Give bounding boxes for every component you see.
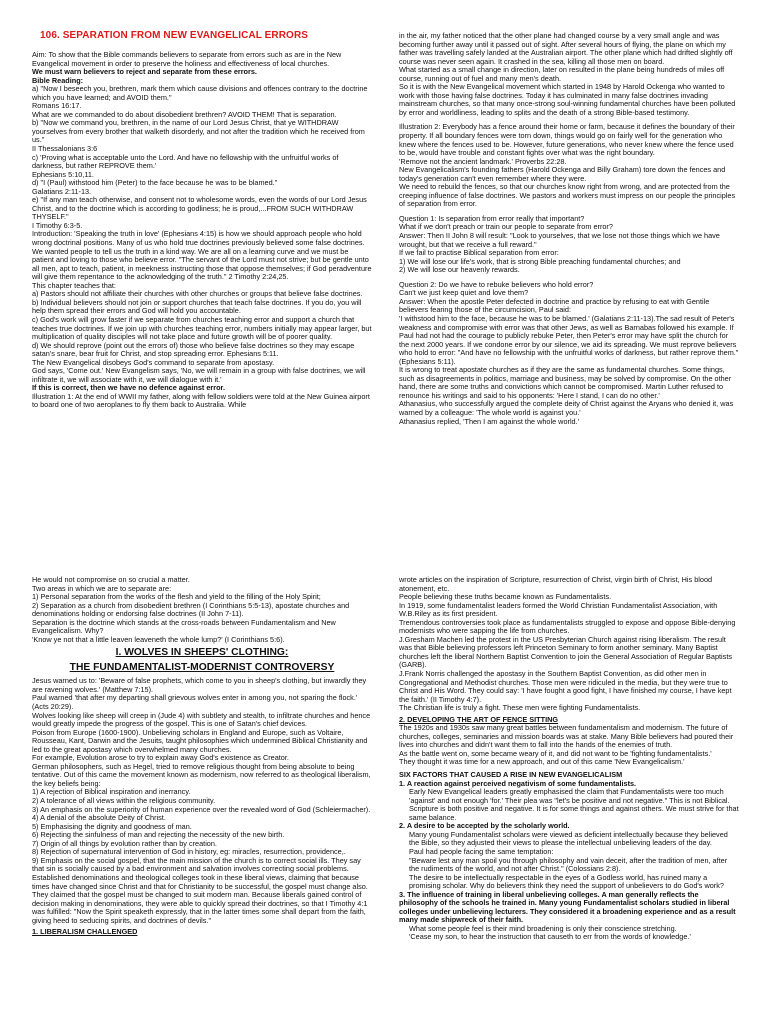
belief-item: 6) Rejecting the sinfulness of man and rejecting the necessity of the new birth. bbox=[32, 830, 285, 840]
body-paragraph: 2) We will lose our heavenly rewards. bbox=[399, 265, 520, 275]
body-paragraph: Ephesians 5:10,11. bbox=[32, 169, 94, 179]
body-paragraph: We need to rebuild the fences, so that our churches know right from wrong, and are protected from the creeping influence of false doctrines. We pastors and workers must impress on our people the principles of separation from error. bbox=[399, 182, 736, 209]
factor-item: 3. The influence of training in liberal unbelieving colleges. A man generally reflects the philosophy of the schools he trained in. Many young Fundamentalist scholars studied in liberal colleges under unbelieving lecturers. They considered it a broadening experience and as a result many made shipwreck of their faith. bbox=[399, 889, 736, 925]
belief-item: 5) Emphasising the dignity and goodness of man. bbox=[32, 821, 192, 831]
factor-item: Paul had people facing the same temptation: bbox=[409, 846, 554, 856]
body-paragraph: We must warn believers to reject and separate from these errors. bbox=[32, 67, 257, 77]
body-paragraph: Galatians 2:11-13. bbox=[32, 186, 92, 196]
factor-item: The desire to be intellectually respectable in the eyes of a Godless world, has ruined many a promising scholar. Why do believers think they need the support of unbelievers to do God's work? bbox=[409, 872, 724, 891]
belief-item: 2) A tolerance of all views within the religious community. bbox=[32, 796, 216, 806]
body-paragraph: a) Pastors should not affiliate their churches with other churches or groups that believe false doctrines. bbox=[32, 289, 363, 299]
factor-item: 1. A reaction against perceived negativism of some fundamentalists. bbox=[399, 778, 637, 788]
col1-paragraphs bbox=[32, 51, 372, 410]
subsection-liberalism-challenged: 1. LIBERALISM CHALLENGED bbox=[32, 927, 138, 937]
body-paragraph: J.Frank Norris challenged the apostasy in the Southern Baptist Convention, as did other men in Congregational and Methodist churches. Those men were ridiculed in the media, but they were true to Christ and His Word. They could say: 'I have fought a good fight, I have finished my course, I have kept the faith.' (II Timothy 4:7). bbox=[399, 669, 732, 704]
body-paragraph: Tremendous controversies took place as fundamentalists struggled to expose and oppose Bible-denying modernists who were sapping the life from churches. bbox=[399, 617, 736, 636]
liberalism-beliefs-list bbox=[32, 788, 372, 925]
body-paragraph: Question 2: Do we have to rebuke believers who hold error? bbox=[399, 279, 594, 289]
body-paragraph: Answer: When the apostle Peter defected in doctrine and practice by refusing to eat with Gentile believers fearing those of the circumcision, Paul said: bbox=[399, 296, 710, 315]
body-paragraph: Illustration 2: Everybody has a fence around their home or farm, because it defines the boundary of their property. If all boundary fences were torn down, things would go on fairly well for the generation who knew where the fences used to be. However, future generations, who never knew where the fence used to be, would have trouble and constant fights over what was the right boundary. bbox=[399, 122, 735, 158]
belief-item: 1) A rejection of Biblical inspiration and inerrancy. bbox=[32, 787, 191, 797]
col3-body-paragraphs bbox=[32, 677, 372, 788]
body-paragraph: It is wrong to treat apostate churches as if they are the same as fundamental churches. Some things, such as disagreements in politics, marriage and business, may be solved by compromise. On the other hand, there are some truths and convictions which cannot be compromised. Martin Luther refused to renounce his writings and said to his opponents: 'Here I stand, I can do no other.' bbox=[399, 365, 732, 400]
col4b-paragraphs bbox=[399, 724, 739, 767]
body-paragraph: This chapter teaches that: bbox=[32, 280, 116, 290]
body-paragraph: Paul warned 'that after my departing shall grievous wolves enter in among you, not sparing the flock.' (Acts 20:29). bbox=[32, 693, 358, 712]
body-paragraph: II Thessalonians 3:6 bbox=[32, 144, 98, 154]
body-paragraph: The New Evangelical disobeys God's command to separate from apostasy. bbox=[32, 357, 275, 367]
factor-item: "Beware lest any man spoil you through philosophy and vain deceit, after the tradition of men, after the rudiments of the world, and not after Christ." (Colossians 2:8). bbox=[409, 855, 728, 874]
factor-item: What some people feel is their mind broadening is only their conscience stretching. bbox=[409, 923, 677, 933]
six-factors-list bbox=[399, 780, 739, 942]
body-paragraph: 1) We will lose our life's work, that is strong Bible preaching fundamental churches; and bbox=[399, 256, 681, 266]
intro-paragraph: Two areas in which we are to separate are: bbox=[32, 583, 172, 593]
six-factors-heading: SIX FACTORS THAT CAUSED A RISE IN NEW EVANGELICALISM bbox=[399, 770, 623, 780]
column-top-left bbox=[32, 30, 372, 510]
body-paragraph: d) "I (Paul) withstood him (Peter) to the face because he was to be blamed." bbox=[32, 178, 278, 188]
factor-item: Many young Fundamentalist scholars were viewed as deficient intellectually because they believed the Bible, so they adjusted their views to please the intellectual unbelieving leaders of the day. bbox=[409, 829, 728, 848]
body-paragraph: German philosophers, such as Hegel, tried to remove religious thought from being absolute to being tentative. Out of this came the movement known as modernism, now referred to as theological liberalism, the key beliefs being: bbox=[32, 761, 371, 788]
factor-item: 'Cease my son, to hear the instruction that causeth to err from the words of knowledge.' bbox=[409, 932, 691, 942]
body-paragraph: Can't we just keep quiet and love them? bbox=[399, 288, 529, 298]
body-paragraph: The 1920s and 1930s saw many great battles between fundamentalism and modernism. The future of churches, colleges, seminaries and mission boards was at stake. Many Bible believers had poured their lives into churches and didn't want them to fall into the hands of the enemies of truth. bbox=[399, 723, 734, 750]
body-paragraph: Introduction: 'Speaking the truth in love' (Ephesians 4:15) is how we should approach people who hold wrong doctrinal positions. Many of us who hold true doctrines previously believed some false doctrines. We wanted people to tell us the truth in a kind way. We are all on a learning curve and we must be patient and loving to those who believe error. "The servant of the Lord must not strive; but be gentle unto all men, apt to teach, patient, in meekness instructing those that oppose themselves; if God peradventure will give them repentance to the acknowledging of the truth." 2 Timothy 2:24,25. bbox=[32, 229, 372, 282]
subsection-fence-sitting: 2. DEVELOPING THE ART OF FENCE SITTING bbox=[399, 714, 559, 724]
belief-item: 8) Rejection of supernatural intervention of God in history, eg: miracles, resurrection, providence,. bbox=[32, 847, 346, 857]
body-paragraph: The Christian life is truly a fight. These men were fighting Fundamentalists. bbox=[399, 703, 641, 713]
factor-item: Early New Evangelical leaders greatly emphasised the claim that Fundamentalists were too much 'against' and not enough 'for.' Their plea was "let's be positive and not negative." This is not Biblical. Scripture is both positive and negative. It is for some things and against others. We must strive for that same balance. bbox=[409, 787, 739, 822]
body-paragraph: Aim: To show that the Bible commands believers to separate from errors such as are in the New Evangelical movement in order to preserve the holiness and effectiveness of local churches. bbox=[32, 50, 342, 68]
body-paragraph: a) "Now I beseech you, brethren, mark them which cause divisions and offences contrary to the doctrine which you have learned; and AVOID them." bbox=[32, 84, 368, 102]
belief-item: 7) Origin of all things by evolution rather than by creation. bbox=[32, 838, 217, 848]
body-paragraph: d) We should reprove (point out the errors of) those who believe false doctrines so they may escape satan's snare, bear fruit for Christ, and stop spreading error. Ephesians 5:11. bbox=[32, 340, 355, 359]
body-paragraph: 'I withstood him to the face, because he was to be blamed.' (Galatians 2:11-13).The sad result of Peter's weakness and compromise with error was that other Jews, as well as Barnabas followed his example. If Paul had not had the courage to publicly rebuke Peter, then Peter's error may have split the church for the next 2000 years. If we condone error by our silence, we aid its spreading. We must reprove believers who hold to error: "And have no fellowship with the unfruitful works of darkness, but rather reprove them." (Ephesians 5:11). bbox=[399, 313, 739, 366]
document-title: 106. SEPARATION FROM NEW EVANGELICAL ERRORS bbox=[40, 30, 309, 41]
body-paragraph: Jesus warned us to: 'Beware of false prophets, which come to you in sheep's clothing, but inwardly they are ravening wolves.' (Matthew 7:15). bbox=[32, 676, 367, 694]
body-paragraph: in the air, my father noticed that the other plane had changed course by a very small angle and was becoming further away until it passed out of sight. After several hours of flying, the plane on which my father was travelling safely landed at the Australian airport. The other plane which had drifted slightly off course was never seen again. It crashed in the sea, killing all those men on board. bbox=[399, 32, 733, 66]
intro-paragraph: Separation is the doctrine which stands at the cross-roads between Fundamentalism and New Evangelicalism. Why? bbox=[32, 617, 336, 636]
body-paragraph: Bible Reading: bbox=[32, 75, 84, 85]
body-paragraph: If this is correct, then we have no defence against error. bbox=[32, 383, 226, 393]
body-paragraph: 'Remove not the ancient landmark.' Proverbs 22:28. bbox=[399, 156, 567, 166]
section-heading-line2: THE FUNDAMENTALIST-MODERNIST CONTROVERSY bbox=[69, 661, 335, 673]
body-paragraph: Athanasius replied, 'Then I am against the whole world.' bbox=[399, 416, 580, 426]
intro-paragraph: 2) Separation as a church from disobedient brethren (I Corinthians 5:5-13), apostate churches and denominations holding or endorsing false doctrines (II John 7-11). bbox=[32, 600, 350, 619]
body-paragraph: As the battle went on, some became weary of it, and did not want to be 'fighting fundamentalists.' bbox=[399, 748, 712, 758]
body-paragraph: I Timothy 6:3-5. bbox=[32, 220, 83, 230]
body-paragraph: For example, Evolution arose to try to explain away God's existence as Creator. bbox=[32, 753, 289, 763]
factor-item: 2. A desire to be accepted by the scholarly world. bbox=[399, 821, 570, 831]
body-paragraph: In 1919, some fundamentalist leaders formed the World Christian Fundamentalist Association, with W.B.Riley as its first president. bbox=[399, 600, 718, 619]
body-paragraph: b) Individual believers should not join or support churches that teach false doctrines. If you do, you will help them spread their errors and God will hold you accountable. bbox=[32, 297, 362, 316]
col2-paragraphs bbox=[399, 32, 739, 426]
col3-intro-paragraphs bbox=[32, 576, 372, 644]
body-paragraph: People believing these truths became known as Fundamentalists. bbox=[399, 592, 612, 602]
belief-item: 9) Emphasis on the social gospel, that the main mission of the church is to correct social ills. They say that sin is socially caused by a bad environment and salvation involves correcting social problems. Established denominations and theological colleges took in these liberal views, claiming that because times have changed since Christ and that for Christianity to be successful, the gospel must change also. They claimed that the gospel must be changed to suit modern man. Because liberals gained control of decision making in denominations, they were able to quickly spread their doctrines, so that I Timothy 4:1 was fulfilled: "Now the Spirit speaketh expressly, that in the latter times some shall depart from the faith, giving heed to seducing spirits, and doctrines of devils." bbox=[32, 855, 368, 925]
body-paragraph: Athanasius, who successfully argued the complete deity of Christ against the Aryans who denied it, was warned by a colleague: 'The whole world is against you.' bbox=[399, 399, 734, 417]
belief-item: 3) An emphasis on the superiority of human experience over the revealed word of God (Schleiermacher). bbox=[32, 804, 371, 814]
body-paragraph: What if we don't preach or train our people to separate from error? bbox=[399, 222, 613, 232]
intro-paragraph: 1) Personal separation from the works of the flesh and yield to the filling of the Holy Spirit; bbox=[32, 592, 321, 602]
col4-paragraphs bbox=[399, 576, 739, 713]
intro-paragraph: 'Know ye not that a little leaven leaveneth the whole lump?' (I Corinthians 5:6). bbox=[32, 634, 285, 644]
body-paragraph: Wolves looking like sheep will creep in (Jude 4) with subtlety and stealth, to infiltrate churches and hence would greatly impede the progress of the gospel. This is one of Satan's chief devices. bbox=[32, 710, 371, 729]
body-paragraph: Question 1: Is separation from error really that important? bbox=[399, 213, 585, 223]
body-paragraph: wrote articles on the inspiration of Scripture, resurrection of Christ, virgin birth of Christ, His blood atonement, etc. bbox=[399, 576, 713, 593]
belief-item: 4) A denial of the absolute Deity of Christ. bbox=[32, 813, 166, 823]
body-paragraph: God says, 'Come out.' New Evangelism says, 'No, we will remain in a group with false doctrines, we will infiltrate it, we will associate with it, we will dialogue with it.' bbox=[32, 366, 366, 384]
body-paragraph: e) "If any man teach otherwise, and consent not to wholesome words, even the words of our Lord Jesus Christ, and to the doctrine which is according to godliness; he is proud,...FROM SUCH WITHDRAW THYSELF." bbox=[32, 195, 367, 222]
column-top-right bbox=[399, 32, 739, 510]
body-paragraph: What are we commanded to do about disobedient brethren? AVOID THEM! That is separation. bbox=[32, 109, 337, 119]
body-paragraph: c) 'Proving what is acceptable unto the Lord. And have no fellowship with the unfruitful works of darkness, but rather REPROVE them.' bbox=[32, 152, 339, 171]
body-paragraph: So it is with the New Evangelical movement which started in 1948 by Harold Ockenga who wanted to work with those having false doctrines. Today it has culminated in many false doctrines invading mainstream churches, so that many once-strong soul-winning fundamental churches have been polluted by error and worldliness, leading to splits and the death of a strong Bible-based testimony. bbox=[399, 82, 736, 117]
body-paragraph: Illustration 1: At the end of WWII my father, along with fellow soldiers were told at the New Guinea airport to board one of two aeroplanes to fly them back to Australia. While bbox=[32, 391, 370, 410]
body-paragraph: New Evangelicalism's founding fathers (Harold Ockenga and Billy Graham) tore down the fences and today's generation can't even remember where they were. bbox=[399, 165, 726, 183]
body-paragraph: Answer: Then II John 8 will result: "Look to yourselves, that we lose not those things which we have wrought, but that we receive a full reward." bbox=[399, 231, 720, 249]
column-bottom-right bbox=[399, 576, 739, 1020]
column-bottom-left bbox=[32, 576, 372, 1020]
body-paragraph: Romans 16:17. bbox=[32, 101, 82, 111]
section-heading-line1: I. WOLVES IN SHEEPS' CLOTHING: bbox=[115, 647, 289, 659]
body-paragraph: If we fail to practise Biblical separation from error: bbox=[399, 248, 559, 258]
body-paragraph: c) God's work will grow faster if we separate from churches teaching error and support a church that teaches true doctrines. If we join up with churches teaching error, numbers initially may appear larger, but multiplication of quality disciples will not take place and future growth will be of poorer quality. bbox=[32, 314, 372, 342]
body-paragraph: What started as a small change in direction, later on resulted in the plane being hundreds of miles off course, running out of fuel and many men's death. bbox=[399, 65, 725, 83]
intro-paragraph: He would not compromise on so crucial a matter. bbox=[32, 576, 190, 584]
body-paragraph: They thought it was time for a new approach, and out of this came 'New Evangelicalism.' bbox=[399, 757, 685, 767]
body-paragraph: Poison from Europe (1600-1900). Unbelieving scholars in England and Europe, such as Voltaire, Rousseau, Kant, Darwin and the Jesuits, taught philosophies which undermined Biblical Christianity and led to the great apostasy which overwhelmed many churches. bbox=[32, 727, 368, 754]
body-paragraph: b) "Now we command you, brethren, in the name of our Lord Jesus Christ, that ye WITHDRAW yourselves from every brother that walketh disorderly, and not after the tradition which he received from us." bbox=[32, 118, 365, 145]
body-paragraph: J.Gresham Machen led the protest in the US Presbyterian Church against rising liberalism. The result was that Bible believing professors left Princeton Seminary to form another seminary. Many Baptist churches left the liberal Northern Baptist Convention to join the General Association of Regular Baptists (GARB). bbox=[399, 634, 733, 670]
